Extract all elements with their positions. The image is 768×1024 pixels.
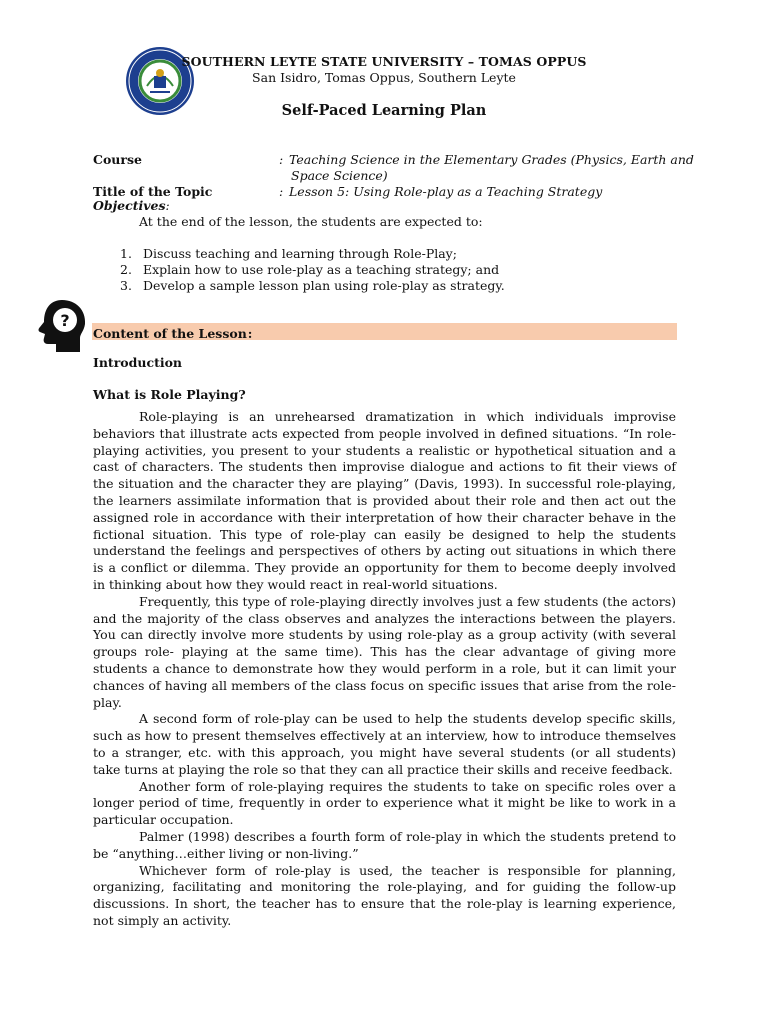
topic-separator: : bbox=[279, 184, 284, 199]
paragraph: Role-playing is an unrehearsed dramatization in which individuals improvise behaviors that illustrate acts expected from people involved in defined situations. “In role-playing activities, you present to your students a realistic or hypothetical situation and a cast of characters. The students then improvise dialogue and actions to fit their views of the situation and the character they are playing” (Davis, 1993). In successful role-playing, the learners assimilate information that is provided about their role and then act out the assigned role in accordance with their interpretation of how their character behave in the fictional situation. This type of role-play can easily be designed to help the students understand the feelings and perspectives of others by acting out situations in which there is a conflict or dilemma. They provide an opportunity for them to become deeply involved in thinking about how they would react in real-world situations. bbox=[93, 409, 676, 592]
head-question-icon bbox=[36, 298, 88, 356]
objective-item: Explain how to use role-play as a teaching strategy; and bbox=[143, 262, 500, 277]
course-value-line1: Teaching Science in the Elementary Grades (Physics, Earth and bbox=[289, 152, 694, 167]
course-label: Course bbox=[93, 152, 142, 167]
objective-number: 3. bbox=[120, 278, 132, 293]
content-heading-colon: : bbox=[247, 326, 253, 341]
lesson-body bbox=[93, 409, 676, 930]
objectives-colon: : bbox=[165, 198, 170, 213]
university-name: SOUTHERN LEYTE STATE UNIVERSITY – TOMAS OPPUS bbox=[181, 54, 587, 69]
course-value-line2: Space Science) bbox=[291, 168, 388, 183]
course-separator: : bbox=[279, 152, 284, 167]
paragraph: Whichever form of role-play is used, the teacher is responsible for planning, organizing, facilitating and monitoring the role-playing, and for guiding the follow-up discussions. In short, the teacher has to ensure that the role-play is learning experience, not simply an activity. bbox=[93, 862, 676, 928]
paragraph: A second form of role-play can be used to help the students develop specific skills, such as how to present themselves effectively at an interview, how to introduce themselves to a stranger, etc. with this approach, you might have several students (or all students) take turns at playing the role so that they can all practice their skills and receive feedback. bbox=[93, 711, 676, 777]
objective-number: 2. bbox=[120, 262, 132, 277]
svg-text:?: ? bbox=[60, 311, 70, 330]
objective-item: Discuss teaching and learning through Role-Play; bbox=[143, 246, 457, 261]
content-heading: Content of the Lesson bbox=[93, 326, 247, 341]
content-heading-bar bbox=[92, 323, 677, 340]
topic-label: Title of the Topic bbox=[93, 184, 213, 199]
university-address: San Isidro, Tomas Oppus, Southern Leyte bbox=[252, 70, 516, 85]
section-subheading: What is Role Playing? bbox=[93, 387, 246, 402]
objectives-intro: At the end of the lesson, the students are expected to: bbox=[139, 214, 483, 229]
objectives-label: Objectives bbox=[93, 198, 166, 213]
document-title: Self-Paced Learning Plan bbox=[281, 102, 487, 119]
introduction-heading: Introduction bbox=[93, 355, 183, 370]
topic-value: Lesson 5: Using Role-play as a Teaching Strategy bbox=[289, 184, 603, 199]
objectives-heading bbox=[93, 198, 170, 213]
objective-item: Develop a sample lesson plan using role-play as strategy. bbox=[143, 278, 505, 293]
objective-number: 1. bbox=[120, 246, 132, 261]
paragraph: Frequently, this type of role-playing directly involves just a few students (the actors) and the majority of the class observes and analyzes the interactions between the players. You can directly involve more students by using role-play as a group activity (with several groups role- playing at the same time). This has the clear advantage of giving more students a chance to demonstrate how they would perform in a role, but it can limit your chances of having all members of the class focus on specific issues that arise from the role-play. bbox=[93, 593, 676, 710]
paragraph: Another form of role-playing requires the students to take on specific roles over a longer period of time, frequently in order to experience what it might be like to work in a particular occupation. bbox=[93, 778, 676, 828]
paragraph: Palmer (1998) describes a fourth form of role-play in which the students pretend to be “anything…either living or non-living.” bbox=[93, 828, 676, 861]
